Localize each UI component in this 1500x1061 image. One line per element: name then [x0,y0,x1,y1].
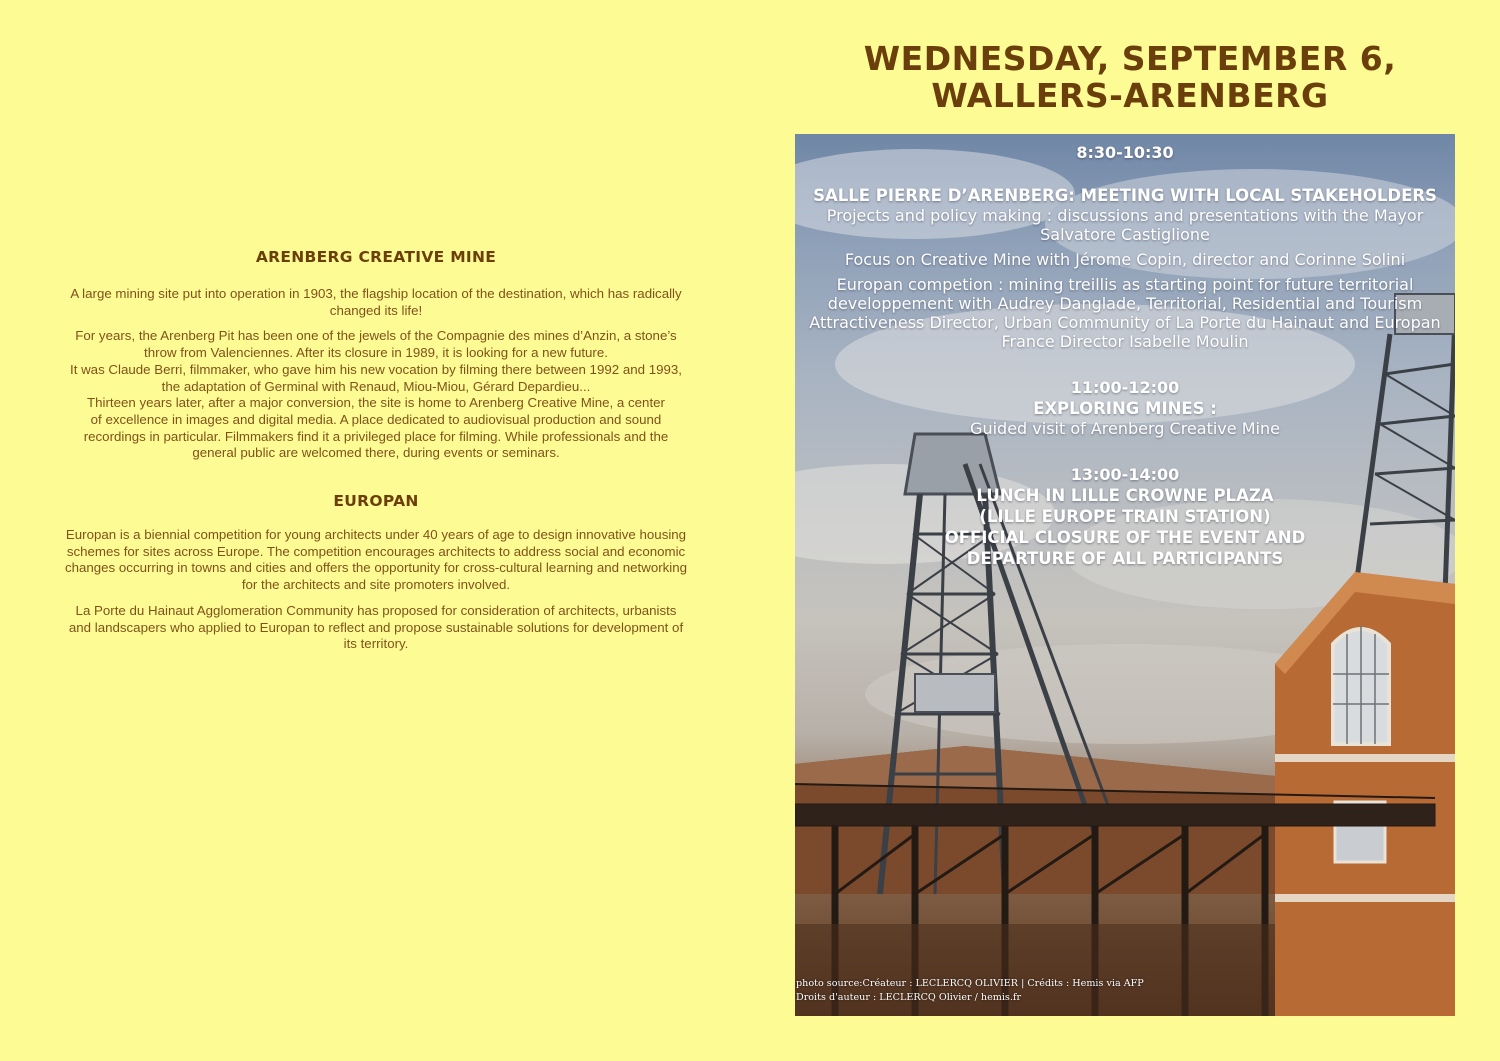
arenberg-title: ARENBERG CREATIVE MINE [255,248,497,266]
brick-building [1275,572,1455,1016]
text-line: Projects and policy making : discussions and presentations with the Mayor [826,206,1424,225]
text-line: and landscapers who applied to Europan to reflect and propose sustainable solutions for development of [68,619,684,635]
session-2-item: Guided visit of Arenberg Creative Mine [970,419,1280,438]
europan-paragraph-1 [44,527,708,594]
text-line: A large mining site put into operation in 1903, the flagship location of the destination, which has radically [70,286,682,301]
text-line: of excellence in images and digital media. A place dedicated to audiovisual production and sound [90,411,662,427]
credit-line: Droits d'auteur : LECLERCQ Olivier / hemis.fr [796,992,1022,1003]
session-3-line: DEPARTURE OF ALL PARTICIPANTS [966,549,1284,568]
text-line: Europan competion : mining treillis as starting point for future territorial [836,275,1414,294]
title-line-place: WALLERS-ARENBERG [931,76,1329,115]
time-slot-2: 11:00-12:00 [1070,378,1180,397]
left-column [44,248,708,653]
text-line: its territory. [343,636,409,652]
text-line: Salvatore Castiglione [1040,225,1210,244]
text-line: France Director Isabelle Moulin [1001,332,1249,351]
text-line: recordings in particular. Filmmakers find it a privileged place for filming. While professionals and the [83,428,669,444]
session-1-item-b [795,250,1455,269]
text-line: Focus on Creative Mine with Jérome Copin, director and Corinne Solini [844,250,1406,269]
time-slot-1: 8:30-10:30 [1076,143,1174,162]
text-line: the adaptation of Germinal with Renaud, Miou-Miou, Gérard Depardieu... [161,378,591,394]
text-line: developpement with Audrey Danglade, Territorial, Residential and Tourism [827,294,1423,313]
session-heading-1: SALLE PIERRE D’ARENBERG: MEETING WITH LOCAL STAKEHOLDERS [813,186,1437,205]
session-1-item-c [795,275,1455,351]
text-line: changed its life! [329,302,423,318]
europan-title: EUROPAN [333,492,419,511]
text-line: for the architects and site promoters involved. [241,577,511,593]
session-heading-2: EXPLORING MINES : [1033,399,1217,418]
text-line: schemes for sites across Europe. The competition encourages architects to address social and economic [66,543,686,559]
text-line: throw from Valenciennes. After its closure in 1989, it is looking for a new future. [144,345,608,361]
text-line: It was Claude Berri, filmmaker, who gave him his new vocation by filming there between 1992 and 1993, [70,361,682,377]
session-3-line: (LILLE EUROPE TRAIN STATION) [979,507,1271,526]
text-line: Thirteen years later, after a major conversion, the site is home to Arenberg Creative Mine, a center [87,395,665,411]
credit-line: photo source:Créateur : LECLERCQ OLIVIER | Crédits : Hemis via AFP [796,978,1144,989]
schedule [795,134,1455,569]
photo-credits [796,977,1144,1005]
arenberg-paragraph-2 [44,328,708,462]
title-line-date: WEDNESDAY, SEPTEMBER 6, [863,39,1397,78]
text-line: general public are welcomed there, during events or seminars. [192,445,560,461]
time-slot-3: 13:00-14:00 [1070,465,1180,484]
text-line: Europan is a biennial competition for young architects under 40 years of age to design innovative housing [65,527,687,543]
session-3-line: LUNCH IN LILLE CROWNE PLAZA [976,486,1274,505]
text-line: Attractiveness Director, Urban Community of La Porte du Hainaut and Europan [809,313,1441,332]
mine-photo [795,134,1455,1016]
session-3-line: OFFICIAL CLOSURE OF THE EVENT AND [944,528,1306,547]
text-line: For years, the Arenberg Pit has been one of the jewels of the Compagnie des mines d’Anzin, a stone’s [75,328,677,344]
page-title [820,40,1440,114]
arenberg-paragraph-1 [44,286,708,319]
text-line: changes occurring in towns and cities and offers the opportunity for cross-cultural learning and networking [64,560,688,576]
europan-paragraph-2 [44,603,708,653]
session-1-item-a [795,206,1455,244]
text-line: La Porte du Hainaut Agglomeration Community has proposed for consideration of architects, urbanists [75,602,677,618]
